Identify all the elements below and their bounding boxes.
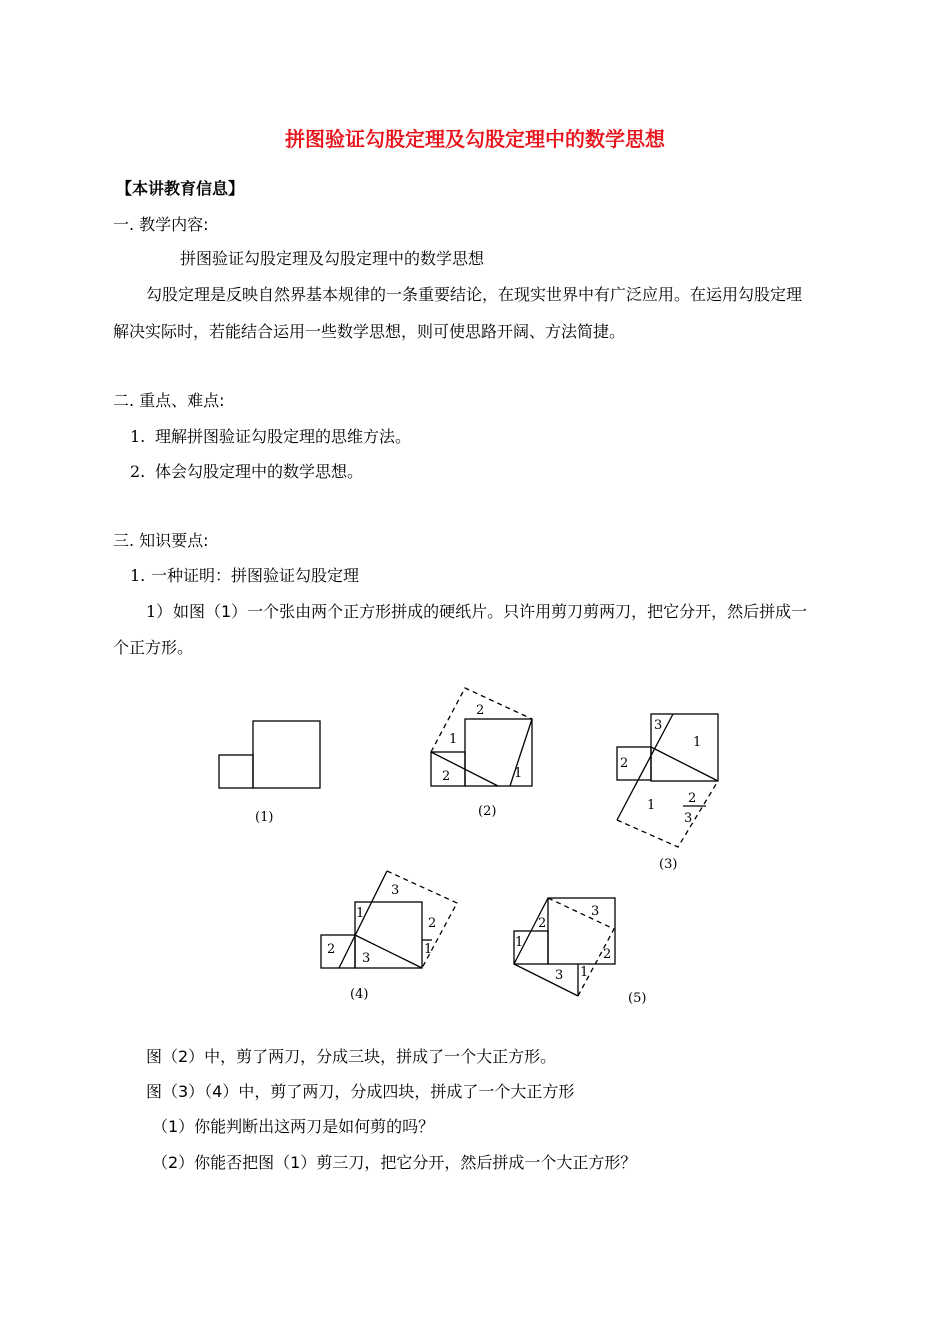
piece-label: 2 <box>476 703 485 718</box>
piece-label: 1 <box>647 798 656 813</box>
piece-label: 2 <box>620 756 629 771</box>
figure-4-caption: (4) <box>350 987 369 1002</box>
piece-label: 1 <box>515 935 524 950</box>
figure-note-line2: 图（3）（4）中，剪了两刀，分成四块，拼成了一个大正方形 <box>146 1082 575 1101</box>
sub-item-number: 1. <box>130 566 146 585</box>
piece-label: 3 <box>684 811 693 826</box>
section1-paragraph-line2: 解决实际时，若能结合运用一些数学思想，则可使思路开阔、方法简捷。 <box>113 322 626 341</box>
figure-note-line1: 图（2）中，剪了两刀，分成三块，拼成了一个大正方形。 <box>146 1047 557 1066</box>
piece-label: 2 <box>327 942 336 957</box>
piece-label: 3 <box>391 883 400 898</box>
piece-label: 2 <box>603 947 612 962</box>
figure-1 <box>219 721 320 788</box>
piece-label: 2 <box>442 769 451 784</box>
figure-1-caption: (1) <box>255 810 274 825</box>
piece-label: 3 <box>591 904 600 919</box>
piece-label: 2 <box>538 916 547 931</box>
list-item-number: 2. <box>130 462 146 481</box>
section1-heading: 一. 教学内容: <box>113 215 209 234</box>
piece-label: 1 <box>693 735 702 750</box>
figure-3 <box>617 714 718 847</box>
piece-label: 1 <box>424 942 433 957</box>
piece-label: 3 <box>362 951 371 966</box>
piece-label: 1 <box>449 732 458 747</box>
page-title: 拼图验证勾股定理及勾股定理中的数学思想 <box>285 127 665 151</box>
section1-paragraph-line1: 勾股定理是反映自然界基本规律的一条重要结论，在现实世界中有广泛应用。在运用勾股定理 <box>146 285 803 304</box>
figure-2-caption: (2) <box>478 804 497 819</box>
piece-label: 1 <box>580 965 589 980</box>
question-2: （2）你能否把图（1）剪三刀，把它分开，然后拼成一个大正方形？ <box>152 1153 637 1172</box>
section1-topic: 拼图验证勾股定理及勾股定理中的数学思想 <box>180 249 485 268</box>
piece-label: 3 <box>555 968 564 983</box>
list-item-number: 1. <box>130 427 146 446</box>
question-1: （1）你能判断出这两刀是如何剪的吗？ <box>152 1117 435 1136</box>
figure-5 <box>514 898 615 996</box>
figure-4 <box>321 871 457 968</box>
info-header: 【本讲教育信息】 <box>116 179 245 198</box>
problem-line2: 个正方形。 <box>113 638 194 657</box>
piece-label: 3 <box>654 718 663 733</box>
figure-3-caption: (3) <box>659 857 678 872</box>
piece-label: 2 <box>688 791 697 806</box>
section2-heading: 二. 重点、难点: <box>113 391 225 410</box>
figure-5-caption: (5) <box>628 991 647 1006</box>
problem-number: 1） <box>146 602 173 621</box>
problem-line1: 如图（1）一个张由两个正方形拼成的硬纸片。只许用剪刀剪两刀，把它分开，然后拼成一 <box>173 602 808 621</box>
list-item-text: 体会勾股定理中的数学思想。 <box>155 462 364 481</box>
piece-label: 2 <box>428 916 437 931</box>
piece-label: 1 <box>356 906 365 921</box>
list-item-text: 理解拼图验证勾股定理的思维方法。 <box>155 427 412 446</box>
sub-item-text: 一种证明：拼图验证勾股定理 <box>151 566 360 585</box>
section3-heading: 三. 知识要点: <box>113 531 209 550</box>
piece-label: 1 <box>514 766 523 781</box>
